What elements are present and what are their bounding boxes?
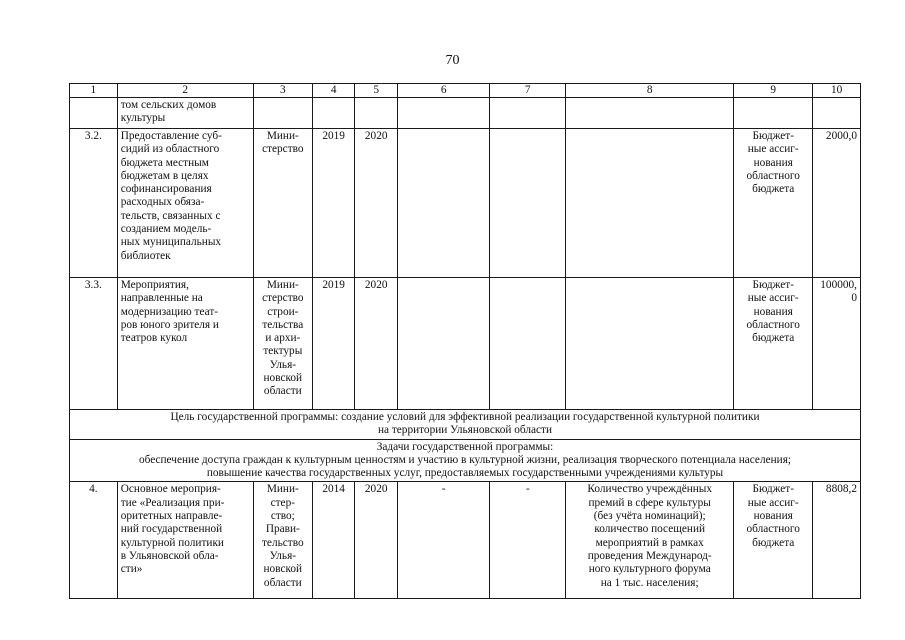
goal-row xyxy=(70,410,861,440)
start-year: 2019 xyxy=(312,129,355,278)
column-number: 4 xyxy=(312,84,355,98)
cell-col7 xyxy=(490,278,566,410)
executor: Мини- стер- ство; Прави- тельство Улья- новской области xyxy=(253,482,312,599)
end-year: 2020 xyxy=(355,278,398,410)
column-number: 10 xyxy=(813,84,861,98)
program-table xyxy=(69,83,861,599)
row-number: 4. xyxy=(70,482,118,599)
program-goal: Цель государственной программы: создание условий для эффективной реализации государственной культурной политики на территории Ульяновской области xyxy=(70,410,861,440)
funding-source: Бюджет- ные ассиг- нования областного бюджета xyxy=(734,278,813,410)
tasks-row xyxy=(70,439,861,482)
cell-col7 xyxy=(490,129,566,278)
column-number: 6 xyxy=(397,84,489,98)
column-number: 7 xyxy=(490,84,566,98)
funding-amount: 100000, 0 xyxy=(813,278,861,410)
activity-name: Предоставление суб- сидий из областного бюджета местным бюджетам в целях софинансирования расходных обяза- тельств, связанных с созданием модель- ных муниципальных библиотек xyxy=(117,129,253,278)
row-number xyxy=(70,98,118,129)
activity-name: Основное мероприя- тие «Реализация при- оритетных направле- ний государственной культурной политики в Ульяновской обла- сти» xyxy=(117,482,253,599)
end-year: 2020 xyxy=(355,482,398,599)
start-year xyxy=(312,98,355,129)
column-number: 1 xyxy=(70,84,118,98)
page-number: 70 xyxy=(445,53,460,68)
program-tasks: Задачи государственной программы: обеспечение доступа граждан к культурным ценностям и участию в культурной жизни, реализация творческого потенциала населения; повышение качества государственных услуг, предоставляемых государственными учреждениями культуры xyxy=(70,439,861,482)
activity-name: том сельских домов культуры xyxy=(117,98,253,129)
end-year xyxy=(355,98,398,129)
funding-amount: 2000,0 xyxy=(813,129,861,278)
table-row xyxy=(70,98,861,129)
column-number: 9 xyxy=(734,84,813,98)
start-year: 2014 xyxy=(312,482,355,599)
funding-source: Бюджет- ные ассиг- нования областного бюджета xyxy=(734,129,813,278)
executor: Мини- стерство строи- тельства и архи- тектуры Улья- новской области xyxy=(253,278,312,410)
row-number: 3.3. xyxy=(70,278,118,410)
column-number: 3 xyxy=(253,84,312,98)
table-row xyxy=(70,482,861,599)
activity-name: Мероприятия, направленные на модернизацию теат- ров юного зрителя и театров кукол xyxy=(117,278,253,410)
end-year: 2020 xyxy=(355,129,398,278)
funding-amount xyxy=(813,98,861,129)
cell-col6: - xyxy=(397,482,489,599)
funding-source: Бюджет- ные ассиг- нования областного бюджета xyxy=(734,482,813,599)
cell-col6 xyxy=(397,129,489,278)
indicator: Количество учреждённых премий в сфере культуры (без учёта номинаций); количество посещений мероприятий в рамках проведения Международ- ного культурного форума на 1 тыс. населения; xyxy=(566,482,734,599)
table-row xyxy=(70,278,861,410)
column-number: 5 xyxy=(355,84,398,98)
column-number-row xyxy=(70,84,861,98)
funding-amount: 8808,2 xyxy=(813,482,861,599)
column-number: 8 xyxy=(566,84,734,98)
cell-col6 xyxy=(397,98,489,129)
row-number: 3.2. xyxy=(70,129,118,278)
cell-col6 xyxy=(397,278,489,410)
column-number: 2 xyxy=(117,84,253,98)
start-year: 2019 xyxy=(312,278,355,410)
cell-col7: - xyxy=(490,482,566,599)
executor xyxy=(253,98,312,129)
indicator xyxy=(566,278,734,410)
cell-col7 xyxy=(490,98,566,129)
funding-source xyxy=(734,98,813,129)
executor: Мини- стерство xyxy=(253,129,312,278)
table-row xyxy=(70,129,861,278)
indicator xyxy=(566,98,734,129)
indicator xyxy=(566,129,734,278)
